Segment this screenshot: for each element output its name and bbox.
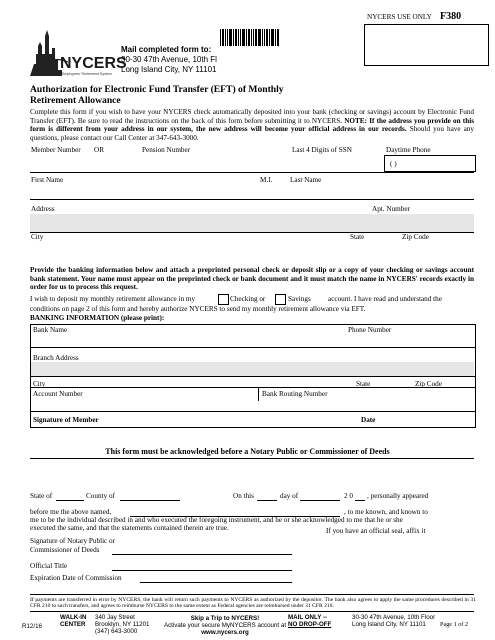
name-field[interactable] [30, 184, 474, 198]
notary-divider [30, 458, 474, 459]
mail-title: Mail completed form to: [121, 45, 212, 54]
walkin-label1: WALK-IN [60, 614, 87, 621]
county-of-field[interactable] [120, 500, 180, 501]
date-label: Date [361, 416, 376, 424]
barcode [220, 29, 280, 46]
pension-number-field[interactable] [140, 156, 280, 171]
footer-mail-addr1: 30-30 47th Avenue, 10th Floor [352, 614, 436, 621]
wish-line [30, 295, 195, 304]
routing-number-field[interactable] [260, 398, 473, 410]
checking-label: Checking or [230, 295, 266, 303]
notary-line4: executed the same, and that the statements contained therein are true. [30, 524, 229, 532]
signature-label: Signature of Member [33, 416, 99, 424]
walkin-addr2: Brooklyn, NY 11201 [95, 621, 150, 628]
known-label: , to me known, and known to [344, 508, 428, 516]
account-number-label: Account Number [33, 390, 83, 398]
branch-address-field[interactable] [31, 362, 474, 376]
footer-mail-addr2: Long Island City, NY 11101 [352, 621, 426, 628]
seal-note: If you have an official seal, affix it [326, 527, 426, 535]
account-number-field[interactable] [31, 398, 257, 410]
official-title-label: Official Title [30, 562, 68, 570]
or-label: OR [94, 146, 104, 154]
phone-parens: ( ) [390, 160, 397, 168]
intro-note: NOTE: If the address you provide on this form is different from your address in our system, the new address will become your official address in our records. [30, 116, 474, 134]
conditions-text: conditions on page 2 of this form and hereby authorize NYCERS to send my monthly retirement allowance via EFT. [30, 305, 366, 313]
before-me-label: before me the above named, [30, 508, 112, 516]
daytime-phone-label: Daytime Phone [386, 146, 431, 154]
banking-instructions: Provide the banking information below and attach a preprinted personal check or deposit slip or a copy of your checking or savings account bank statement. Your name must appear on the preprinted check or bank document and it must match the name in NYCERS' records exactly in order for us to process this request. [30, 266, 474, 292]
intro-contact: Should you have any questions, please contact our Call Center at 347-643-3000. [30, 125, 474, 142]
wish-text: I wish to deposit my monthly retirement allowance in my [30, 295, 196, 303]
bank-divider-v [258, 387, 259, 401]
year-prefix: 2 0 [344, 492, 353, 500]
official-title-field[interactable] [112, 570, 292, 571]
routing-number-label: Bank Routing Number [262, 390, 328, 398]
state-of-field[interactable] [56, 500, 84, 501]
bank-phone-label: Phone Number [348, 326, 392, 334]
last-name-label: Last Name [290, 176, 322, 184]
skip-trip-text: Activate your secure MyNYCERS account at [163, 622, 287, 629]
nycers-logo [28, 24, 127, 82]
nycers-use-box [364, 24, 489, 66]
footer-divider [30, 594, 474, 595]
zip-label: Zip Code [402, 233, 429, 241]
intro-paragraph [30, 108, 474, 142]
member-number-label: Member Number [31, 146, 81, 154]
use-only-label: NYCERS USE ONLY [367, 13, 432, 21]
expiration-label: Expiration Date of Commission [30, 574, 122, 582]
revision-label: R12/16 [22, 623, 42, 630]
member-number-field[interactable] [30, 156, 126, 171]
apt-number-label: Apt. Number [372, 205, 410, 213]
bank-name-label: Bank Name [33, 326, 68, 334]
year-field[interactable] [355, 500, 365, 501]
checking-checkbox[interactable] [218, 294, 229, 305]
bank-zip-label: Zip Code [415, 380, 442, 388]
walkin-addr3: (347) 643-3000 [95, 628, 138, 635]
notary-heading: This form must be acknowledged before a Notary Public or Commissioner of Deeds [105, 447, 390, 456]
notary-signature-label1: Signature of Notary Public or [30, 537, 116, 545]
bank-divider-1 [30, 347, 475, 348]
page-number: Page 1 of 2 [440, 621, 469, 628]
ssn-label: Last 4 Digits of SSN [292, 146, 352, 154]
mail-line2: Long Island City, NY 11101 [121, 65, 217, 74]
mail-only-label2: NO DROP-OFF [288, 621, 332, 628]
mail-only-label1: MAIL ONLY -- [288, 614, 328, 621]
savings-label: Savings [288, 295, 311, 303]
walkin-addr1: 340 Jay Street [95, 614, 135, 621]
on-this-label: On this [233, 492, 254, 500]
name-line [30, 199, 474, 200]
form-number: F380 [440, 11, 462, 22]
nycers-website-link[interactable]: www.nycers.org [201, 629, 249, 636]
pension-number-label: Pension Number [142, 146, 191, 154]
bank-divider-2 [30, 376, 475, 377]
footer-divider-2 [30, 611, 474, 612]
member-number-line [30, 172, 474, 173]
branch-address-label: Branch Address [33, 354, 79, 362]
county-of-label: County of [86, 492, 115, 500]
expiration-field[interactable] [140, 582, 292, 583]
city-label: City [31, 233, 44, 241]
first-name-label: First Name [31, 176, 64, 184]
banking-info-heading: BANKING INFORMATION (please print): [30, 314, 165, 322]
state-label: State [350, 233, 365, 241]
logo-text: NYCERS [60, 55, 127, 72]
state-of-label: State of [30, 492, 53, 500]
mi-label: M.I. [260, 176, 273, 184]
form-title-line1: Authorization for Electronic Fund Transfer (EFT) of Monthly [30, 84, 284, 95]
address-field[interactable] [30, 214, 474, 232]
bank-state-label: State [356, 380, 371, 388]
logo-subtext: Employees' Retirement System [62, 72, 113, 76]
savings-checkbox[interactable] [275, 294, 286, 305]
personally-appeared: , personally appeared [367, 492, 429, 500]
bank-city-label: City [33, 380, 46, 388]
form-title-line2: Retirement Allowance [30, 95, 121, 106]
notary-signature-label2: Commissioner of Deeds [30, 546, 100, 554]
ssn-field[interactable] [290, 156, 370, 171]
notary-line3: me to be the individual described in and who executed the foregoing instrument, and he or she acknowledged to me that he or she [30, 516, 403, 524]
skip-trip-title: Skip a Trip to NYCERS! [190, 615, 260, 622]
notary-signature-field[interactable] [112, 554, 292, 555]
day-of-label: day of [280, 492, 299, 500]
wish-text-end: account. I have read and understand the [328, 295, 442, 303]
intro-text: Complete this form if you wish to have your NYCERS check automatically deposited into your bank (checking or savings) account by Electronic Fund Transfer (EFT). Be sure to read the instructions on the back of this form before submitting it to NYCERS. [30, 108, 474, 125]
footer-disclaimer: If payments are transferred in error by NYCERS, the bank will return such payments to NYCERS as authorized by the depositor. The bank also agrees to apply the same procedures described in 31 CFR 210 to such transfers, and agrees to reimburse NYCERS to the same extent as Federal agencies are reimbursed under 31 CFR 210. [30, 597, 476, 610]
month-field[interactable] [300, 500, 340, 501]
walkin-label2: CENTER [60, 621, 86, 628]
mail-line1: 30-30 47th Avenue, 10th Fl [121, 55, 217, 64]
bank-divider-4 [30, 411, 475, 412]
bank-name-field[interactable] [31, 334, 473, 346]
daytime-phone-field[interactable] [384, 155, 476, 172]
address-label: Address [31, 205, 55, 213]
bank-divider-3 [30, 387, 475, 388]
day-field[interactable] [257, 500, 277, 501]
